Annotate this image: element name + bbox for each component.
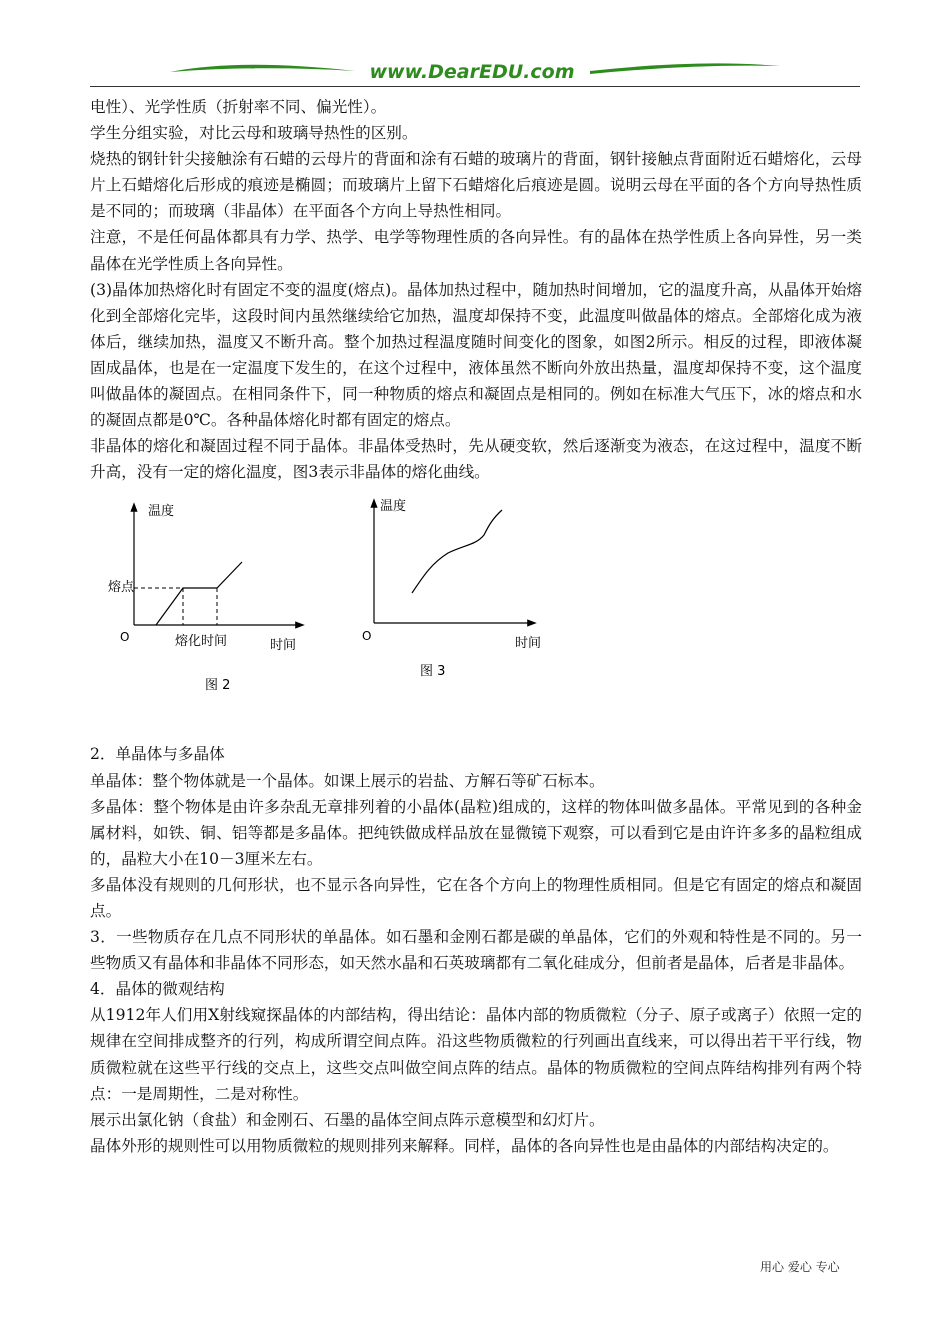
document-body bbox=[90, 94, 862, 1159]
paragraph: 注意，不是任何晶体都具有力学、热学、电学等物理性质的各向异性。有的晶体在热学性质上各向异性，另一类晶体在光学性质上各向异性。 bbox=[90, 228, 862, 273]
x-axis-label: 时间 bbox=[270, 638, 297, 654]
right-swoosh bbox=[590, 63, 780, 74]
paragraph: 多晶体：整个物体是由许多杂乱无章排列着的小晶体(晶粒)组成的，这样的物体叫做多晶体。平常见到的各种金属材料，如铁、铜、铝等都是多晶体。把纯铁做成样品放在显微镜下观察，可以看到它是由许许多多的晶粒组成的，晶粒大小在10－3厘米左右。 bbox=[90, 797, 862, 868]
header-rule bbox=[90, 86, 860, 87]
figures bbox=[90, 495, 862, 735]
paragraph: 4．晶体的微观结构 bbox=[90, 980, 225, 999]
paragraph: 晶体外形的规则性可以用物质微粒的规则排列来解释。同样，晶体的各向异性也是由晶体的内部结构决定的。 bbox=[90, 1136, 839, 1155]
y-axis-label: 温度 bbox=[148, 504, 175, 520]
origin-label: O bbox=[362, 629, 372, 644]
amorphous-melting-curve bbox=[412, 510, 502, 593]
paragraph: 3．一些物质存在几点不同形状的单晶体。如石墨和金刚石都是碳的单晶体，它们的外观和特性是不同的。另一些物质又有晶体和非晶体不同形态，如天然水晶和石英玻璃都有二氧化硅成分，但前者是晶体，后者是非晶体。 bbox=[90, 928, 862, 973]
paragraph: 单晶体：整个物体就是一个晶体。如课上展示的岩盐、方解石等矿石标本。 bbox=[90, 771, 605, 790]
paragraph: 从1912年人们用X射线窥探晶体的内部结构，得出结论：晶体内部的物质微粒（分子、原子或离子）依照一定的规律在空间排成整齐的行列，构成所谓空间点阵。沿这些物质微粒的行列画出直线来，可以得出若干平行线，物质微粒就在这些平行线的交点上，这些交点叫做空间点阵的结点。晶体的物质微粒的空间点阵结构排列有两个特点：一是周期性，二是对称性。 bbox=[90, 1006, 862, 1103]
paragraph: 非晶体的熔化和凝固过程不同于晶体。非晶体受热时，先从硬变软，然后逐渐变为液态，在这过程中，温度不断升高，没有一定的熔化温度，图3表示非晶体的熔化曲线。 bbox=[90, 437, 862, 482]
paragraph: 多晶体没有规则的几何形状，也不显示各向异性，它在各个方向上的物理性质相同。但是它有固定的熔点和凝固点。 bbox=[90, 875, 862, 920]
melting-point-label: 熔点 bbox=[108, 580, 135, 596]
origin-label: O bbox=[120, 630, 130, 645]
paragraph: 展示出氯化钠（食盐）和金刚石、石墨的晶体空间点阵示意模型和幻灯片。 bbox=[90, 1110, 605, 1129]
figure-2-caption: 图 2 bbox=[205, 678, 231, 694]
paragraph: 烧热的钢针针尖接触涂有石蜡的云母片的背面和涂有石蜡的玻璃片的背面，钢针接触点背面附近石蜡熔化，云母片上石蜡熔化后形成的痕迹是椭圆；而玻璃片上留下石蜡熔化后痕迹是圆。说明云母在平面的各个方向导热性质是不同的；而玻璃（非晶体）在平面各个方向上导热性相同。 bbox=[90, 150, 862, 221]
crystal-melting-curve bbox=[156, 562, 242, 625]
left-swoosh bbox=[170, 65, 355, 72]
page-footer: 用心 爱心 专心 bbox=[760, 1260, 840, 1274]
x-axis-label: 时间 bbox=[515, 636, 542, 652]
paragraph: 电性）、光学性质（折射率不同、偏光性）。 bbox=[90, 98, 387, 116]
melting-time-label: 熔化时间 bbox=[175, 634, 228, 650]
figure-3 bbox=[352, 495, 552, 709]
paragraph: 学生分组实验，对比云母和玻璃导热性的区别。 bbox=[90, 124, 418, 143]
paragraph: 2．单晶体与多晶体 bbox=[90, 745, 225, 764]
y-axis-label: 温度 bbox=[380, 499, 407, 515]
figure-3-caption: 图 3 bbox=[420, 664, 446, 680]
paragraph: (3)晶体加热熔化时有固定不变的温度(熔点)。晶体加热过程中，随加热时间增加，它的温度升高，从晶体开始熔化到全部熔化完毕，这段时间内虽然继续给它加热，温度却保持不变，此温度叫做晶体的熔点。全部熔化成为液体后，继续加热，温度又不断升高。整个加热过程温度随时间变化的图象，如图2所示。相反的过程，即液体凝固成晶体，也是在一定温度下发生的，在这个过程中，液体虽然不断向外放出热量，温度却保持不变，这个温度叫做晶体的凝固点。在相同条件下，同一种物质的熔点和凝固点是相同的。例如在标准大气压下，冰的熔点和水的凝固点都是0℃。各种晶体熔化时都有固定的熔点。 bbox=[90, 280, 862, 430]
logo-text: www.DearEDU.com bbox=[369, 61, 575, 83]
figure-2 bbox=[108, 495, 320, 724]
